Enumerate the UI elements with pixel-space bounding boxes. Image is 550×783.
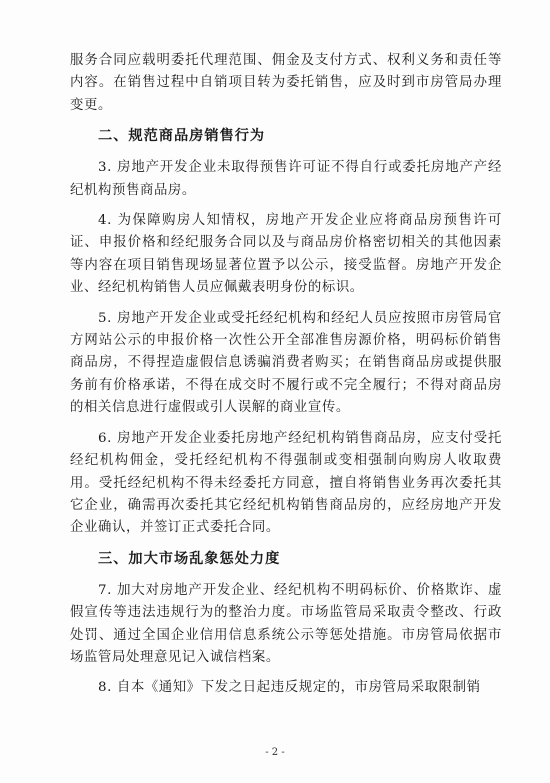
paragraph-item-7: 7. 加大对房地产开发企业、经纪机构不明码标价、价格欺诈、虚假宣传等违法违规行为的整治力度。市场监管局采取责令整改、行政处罚、通过全国企业信用信息系统公示等惩处措施。市房管局依据市场监管局处理意见记入诚信档案。 (70, 582, 502, 665)
section-heading-3: 三、加大市场乱象惩处力度 (98, 550, 281, 567)
paragraph-item-8: 8. 自本《通知》下发之日起违反规定的，市房管局采取限制销 (98, 680, 481, 696)
paragraph-continuation: 服务合同应载明委托代理范围、佣金及支付方式、权利义务和责任等内容。在销售过程中自销项目转为委托销售，应及时到市房管局办理变更。 (70, 53, 502, 113)
paragraph-item-6: 6. 房地产开发企业委托房地产经纪机构销售商品房，应支付受托经纪机构佣金，受托经纪机构不得强制或变相强制向购房人收取费用。受托经纪机构不得未经委托方同意，擅自将销售业务再次委托其它企业，确需再次委托其它经纪机构销售商品房的，应经房地产开发企业确认，并签订正式委托合同。 (70, 430, 502, 536)
page-number: - 2 - (265, 747, 285, 758)
paragraph-item-4: 4. 为保障购房人知情权，房地产开发企业应将商品房预售许可证、申报价格和经纪服务合同以及与商品房价格密切相关的其他因素等内容在项目销售现场显著位置予以公示，接受监督。房地产开发企业、经纪机构销售人员应佩戴表明身份的标识。 (70, 213, 502, 296)
paragraph-item-3: 3. 房地产开发企业未取得预售许可证不得自行或委托房地产产经纪机构预售商品房。 (70, 160, 502, 198)
paragraph-item-5: 5. 房地产开发企业或受托经纪机构和经纪人员应按照市房管局官方网站公示的申报价格一次性公开全部准售房源价格，明码标价销售商品房，不得捏造虚假信息诱骗消费者购买；在销售商品房或提供服务前有价格承诺，不得在成交时不履行或不完全履行；不得对商品房的相关信息进行虚假或引人误解的商业宣传。 (70, 310, 502, 416)
document-body (70, 50, 502, 708)
section-heading-2: 二、规范商品房销售行为 (98, 128, 266, 145)
